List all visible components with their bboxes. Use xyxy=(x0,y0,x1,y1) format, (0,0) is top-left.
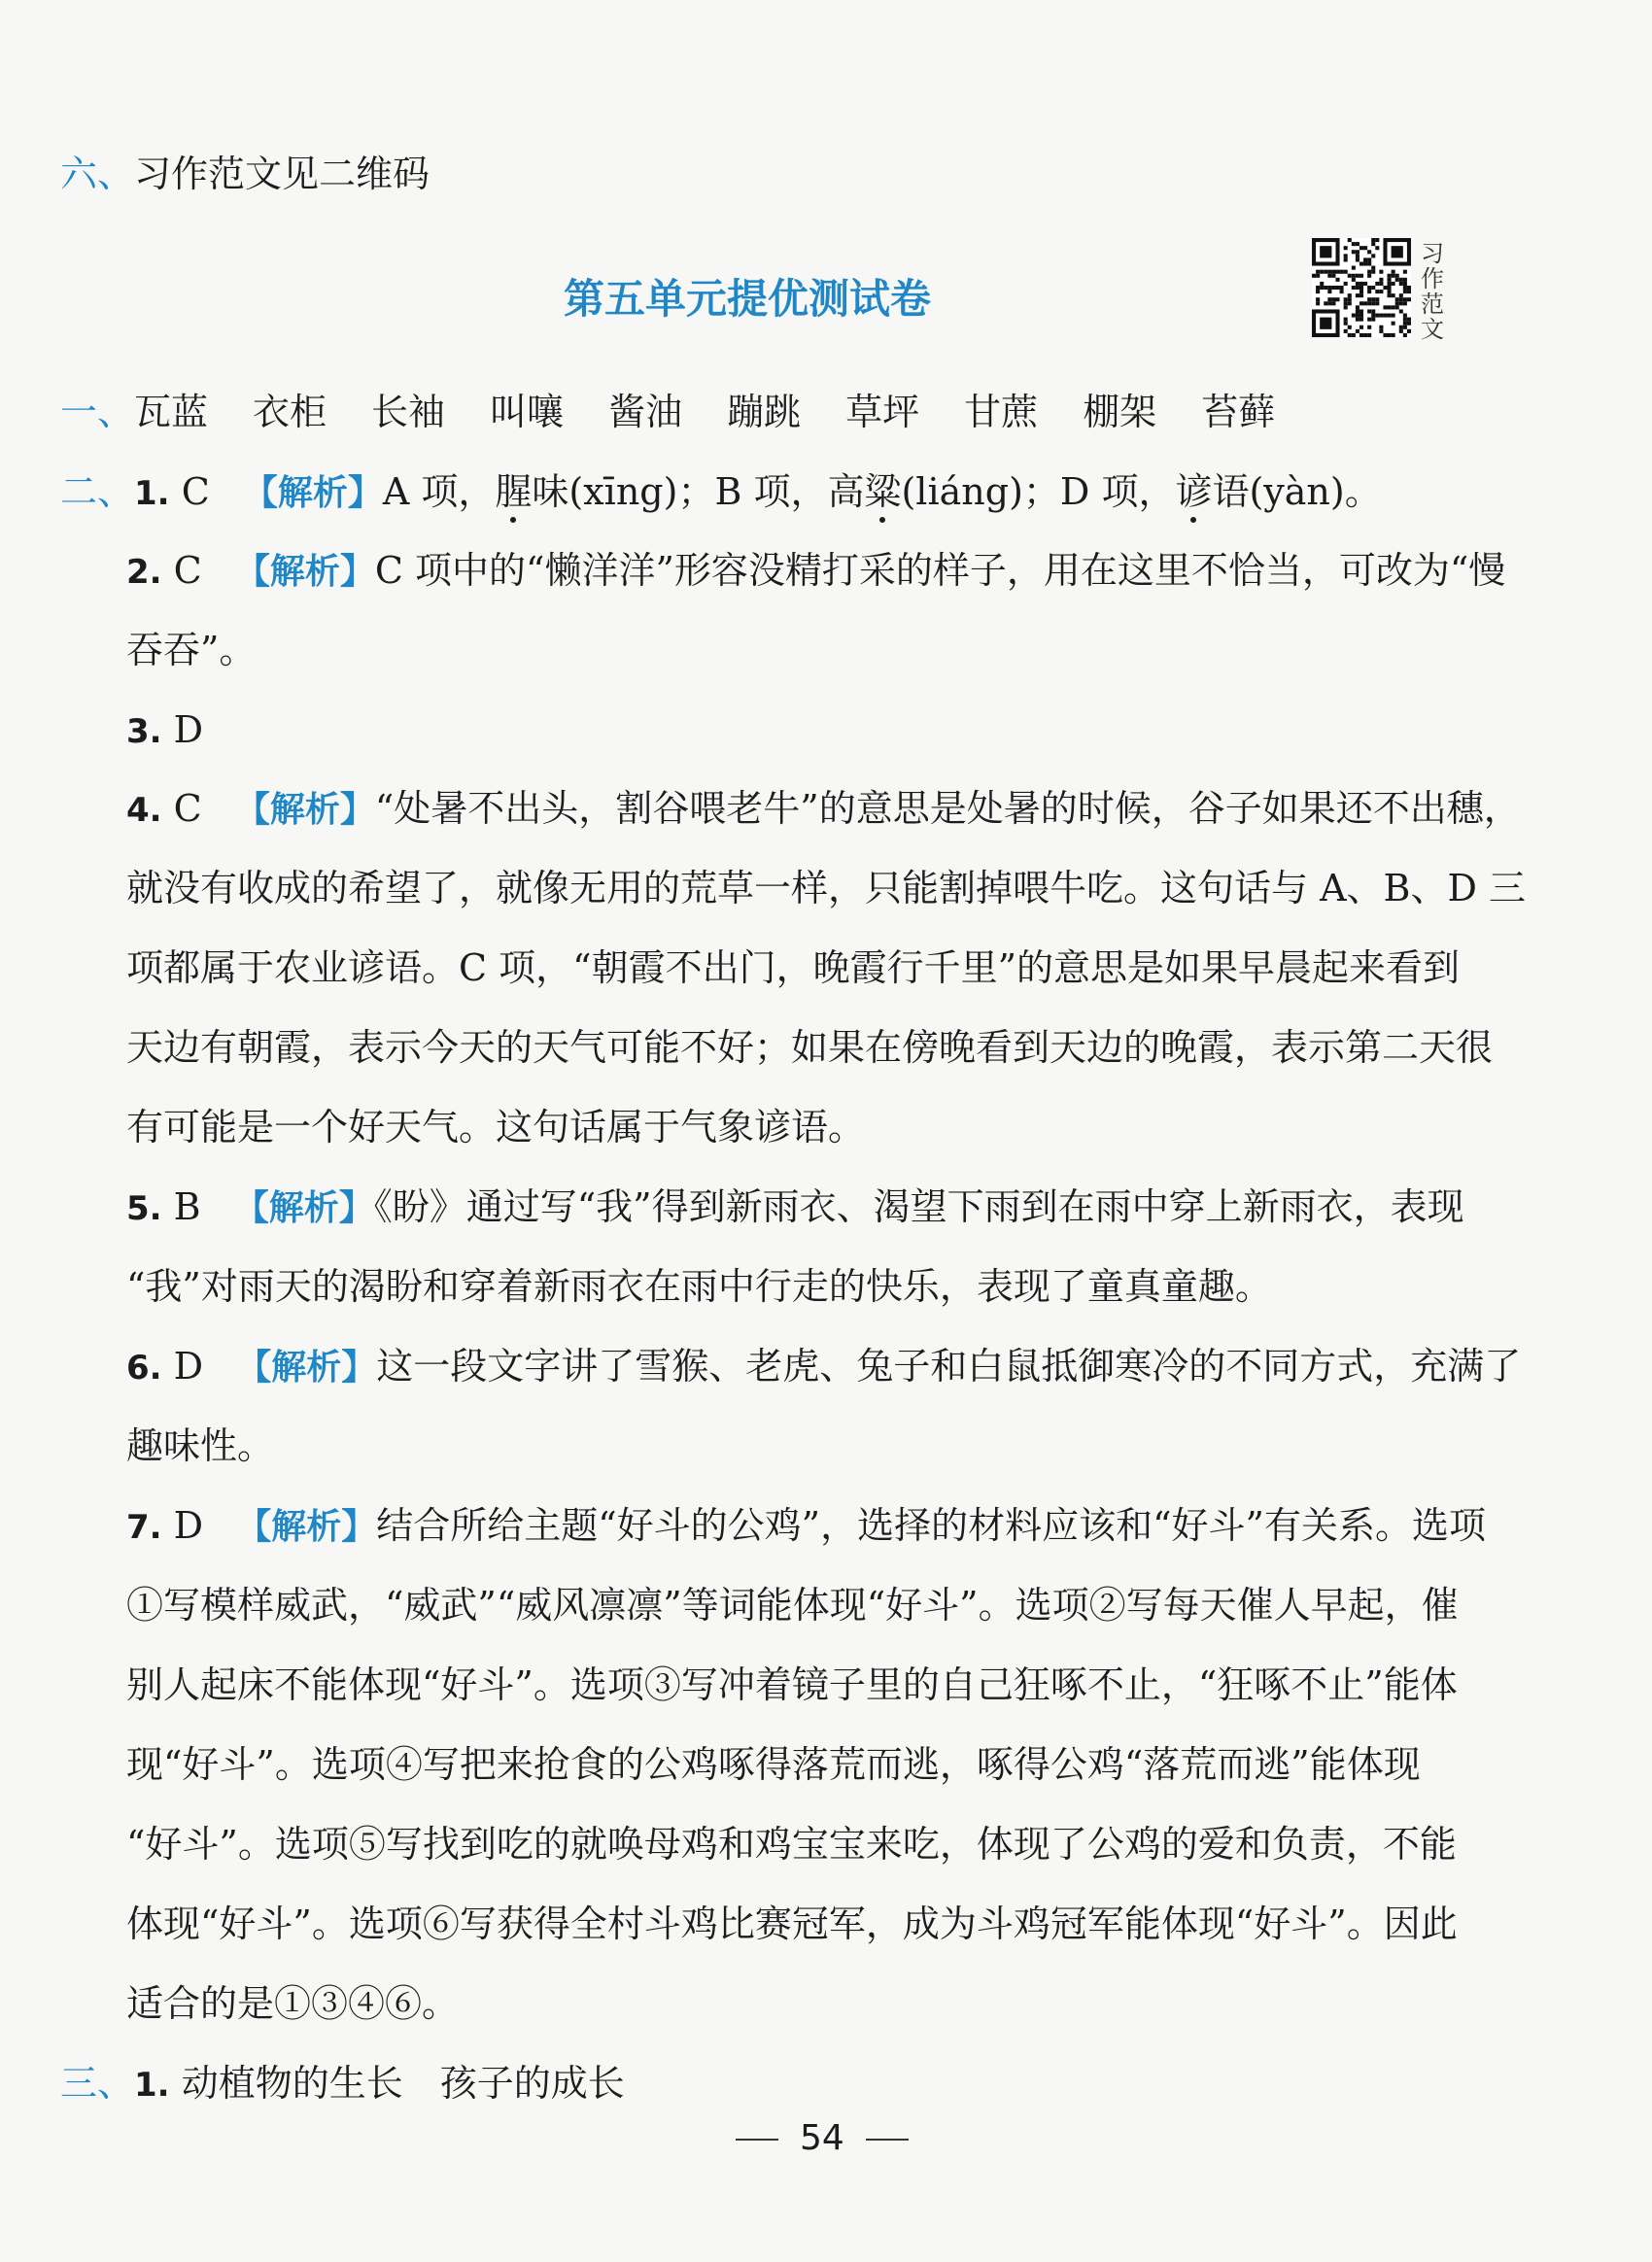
word: 苔藓 xyxy=(1201,391,1276,433)
divider xyxy=(736,2139,778,2141)
explanation-line: 就没有收成的希望了，就像无用的荒草一样，只能割掉喂牛吃。这句话与 A、B、D 三 xyxy=(126,867,1526,909)
explanation-line: 项都属于农业谚语。C 项，“朝霞不出门，晚霞行千里”的意思是如果早晨起来看到 xyxy=(126,946,1461,989)
explanation-line: 吞吞”。 xyxy=(126,629,257,671)
explanation-line: 这一段文字讲了雪猴、老虎、兔子和白鼠抵御寒冷的不同方式，充满了 xyxy=(376,1345,1522,1388)
explanation-line: 趣味性。 xyxy=(126,1424,275,1467)
question-2-7 xyxy=(126,1502,1486,1551)
word: 甘蔗 xyxy=(964,391,1039,433)
section-three xyxy=(60,2060,625,2108)
page-title: 第五单元提优测试卷 xyxy=(564,275,932,323)
question-number: 6. xyxy=(126,1349,162,1388)
question-2-5 xyxy=(126,1183,1464,1232)
word: 叫嚷 xyxy=(490,391,565,433)
explanation-line: “处暑不出头，割谷喂老牛”的意思是处暑的时候，谷子如果还不出穗， xyxy=(374,787,1521,830)
question-number: 3. xyxy=(126,712,162,751)
answer: C xyxy=(173,549,202,592)
explanation-line: 现“好斗”。选项④写把来抢食的公鸡啄得落荒而逃，啄得公鸡“落荒而逃”能体现 xyxy=(126,1743,1421,1786)
question-number: 2. xyxy=(126,553,162,592)
question-number: 1. xyxy=(134,474,170,513)
word: 酱油 xyxy=(608,391,683,433)
analysis-tag: 【解析】 xyxy=(242,473,383,513)
page-number: 54 xyxy=(714,2118,930,2158)
explanation-line: 天边有朝霞，表示今天的天气可能不好；如果在傍晚看到天边的晚霞，表示第二天很 xyxy=(126,1026,1494,1069)
section-text: 习作范文见二维码 xyxy=(134,153,430,195)
explanation-line: 《盼》通过写“我”得到新雨衣、渴望下雨到在雨中穿上新雨衣，表现 xyxy=(373,1185,1464,1228)
explanation-line: 别人起床不能体现“好斗”。选项③写冲着镜子里的自己狂啄不止，“狂啄不止”能体 xyxy=(126,1663,1458,1706)
answer: D xyxy=(173,1504,204,1547)
section-number: 三、 xyxy=(60,2062,135,2105)
explanation-line: 体现“好斗”。选项⑥写获得全村斗鸡比赛冠军，成为斗鸡冠军能体现“好斗”。因此 xyxy=(126,1902,1458,1945)
explanation: A 项，腥味(xīng)；B 项，高粱(liáng)；D 项，谚语(yàn)。 xyxy=(382,470,1382,513)
question-2-4 xyxy=(126,785,1521,834)
word: 瓦蓝 xyxy=(134,391,209,433)
question-2-2 xyxy=(126,547,1505,596)
answer: C xyxy=(173,787,202,830)
qr-code-icon[interactable] xyxy=(1312,238,1411,337)
question-number: 4. xyxy=(126,791,162,830)
divider xyxy=(866,2139,909,2141)
word: 棚架 xyxy=(1083,391,1157,433)
qr-code-label: 习作范文 xyxy=(1421,240,1444,343)
answer: B xyxy=(173,1185,201,1228)
explanation-line: 有可能是一个好天气。这句话属于气象谚语。 xyxy=(126,1106,866,1148)
explanation-line: “好斗”。选项⑤写找到吃的就唤母鸡和鸡宝宝来吃，体现了公鸡的爱和负责，不能 xyxy=(126,1823,1457,1866)
analysis-tag: 【解析】 xyxy=(236,1348,377,1388)
question-number: 7. xyxy=(126,1508,162,1547)
word: 蹦跳 xyxy=(727,391,802,433)
question-2-3 xyxy=(126,706,203,755)
answer-text: 动植物的生长 孩子的成长 xyxy=(181,2062,625,2105)
section-number: 六、 xyxy=(60,153,135,195)
question-number: 5. xyxy=(126,1189,162,1228)
question-2-1 xyxy=(60,468,1382,517)
word: 草坪 xyxy=(845,391,920,433)
analysis-tag: 【解析】 xyxy=(233,1188,374,1228)
explanation-line: ①写模样威武，“威武”“威风凛凛”等词能体现“好斗”。选项②写每天催人早起，催 xyxy=(126,1584,1459,1627)
word: 衣柜 xyxy=(253,391,327,433)
section-six xyxy=(60,151,430,197)
answer: D xyxy=(173,708,204,751)
analysis-tag: 【解析】 xyxy=(236,1507,377,1547)
answer: D xyxy=(173,1345,204,1388)
word: 长袖 xyxy=(371,391,446,433)
explanation-line: “我”对雨天的渴盼和穿着新雨衣在雨中行走的快乐，表现了童真童趣。 xyxy=(126,1265,1272,1308)
explanation-line: 适合的是①③④⑥。 xyxy=(126,1982,460,2025)
explanation-line: 结合所给主题“好斗的公鸡”，选择的材料应该和“好斗”有关系。选项 xyxy=(376,1504,1486,1547)
section-number: 二、 xyxy=(60,470,135,513)
answer: C xyxy=(181,470,210,513)
section-one xyxy=(60,389,1320,435)
explanation-line: C 项中的“懒洋洋”形容没精打采的样子，用在这里不恰当，可改为“慢 xyxy=(374,549,1506,592)
analysis-tag: 【解析】 xyxy=(234,552,375,592)
question-2-6 xyxy=(126,1343,1521,1391)
section-number: 一、 xyxy=(60,391,135,433)
question-number: 1. xyxy=(134,2066,170,2105)
analysis-tag: 【解析】 xyxy=(234,790,375,830)
